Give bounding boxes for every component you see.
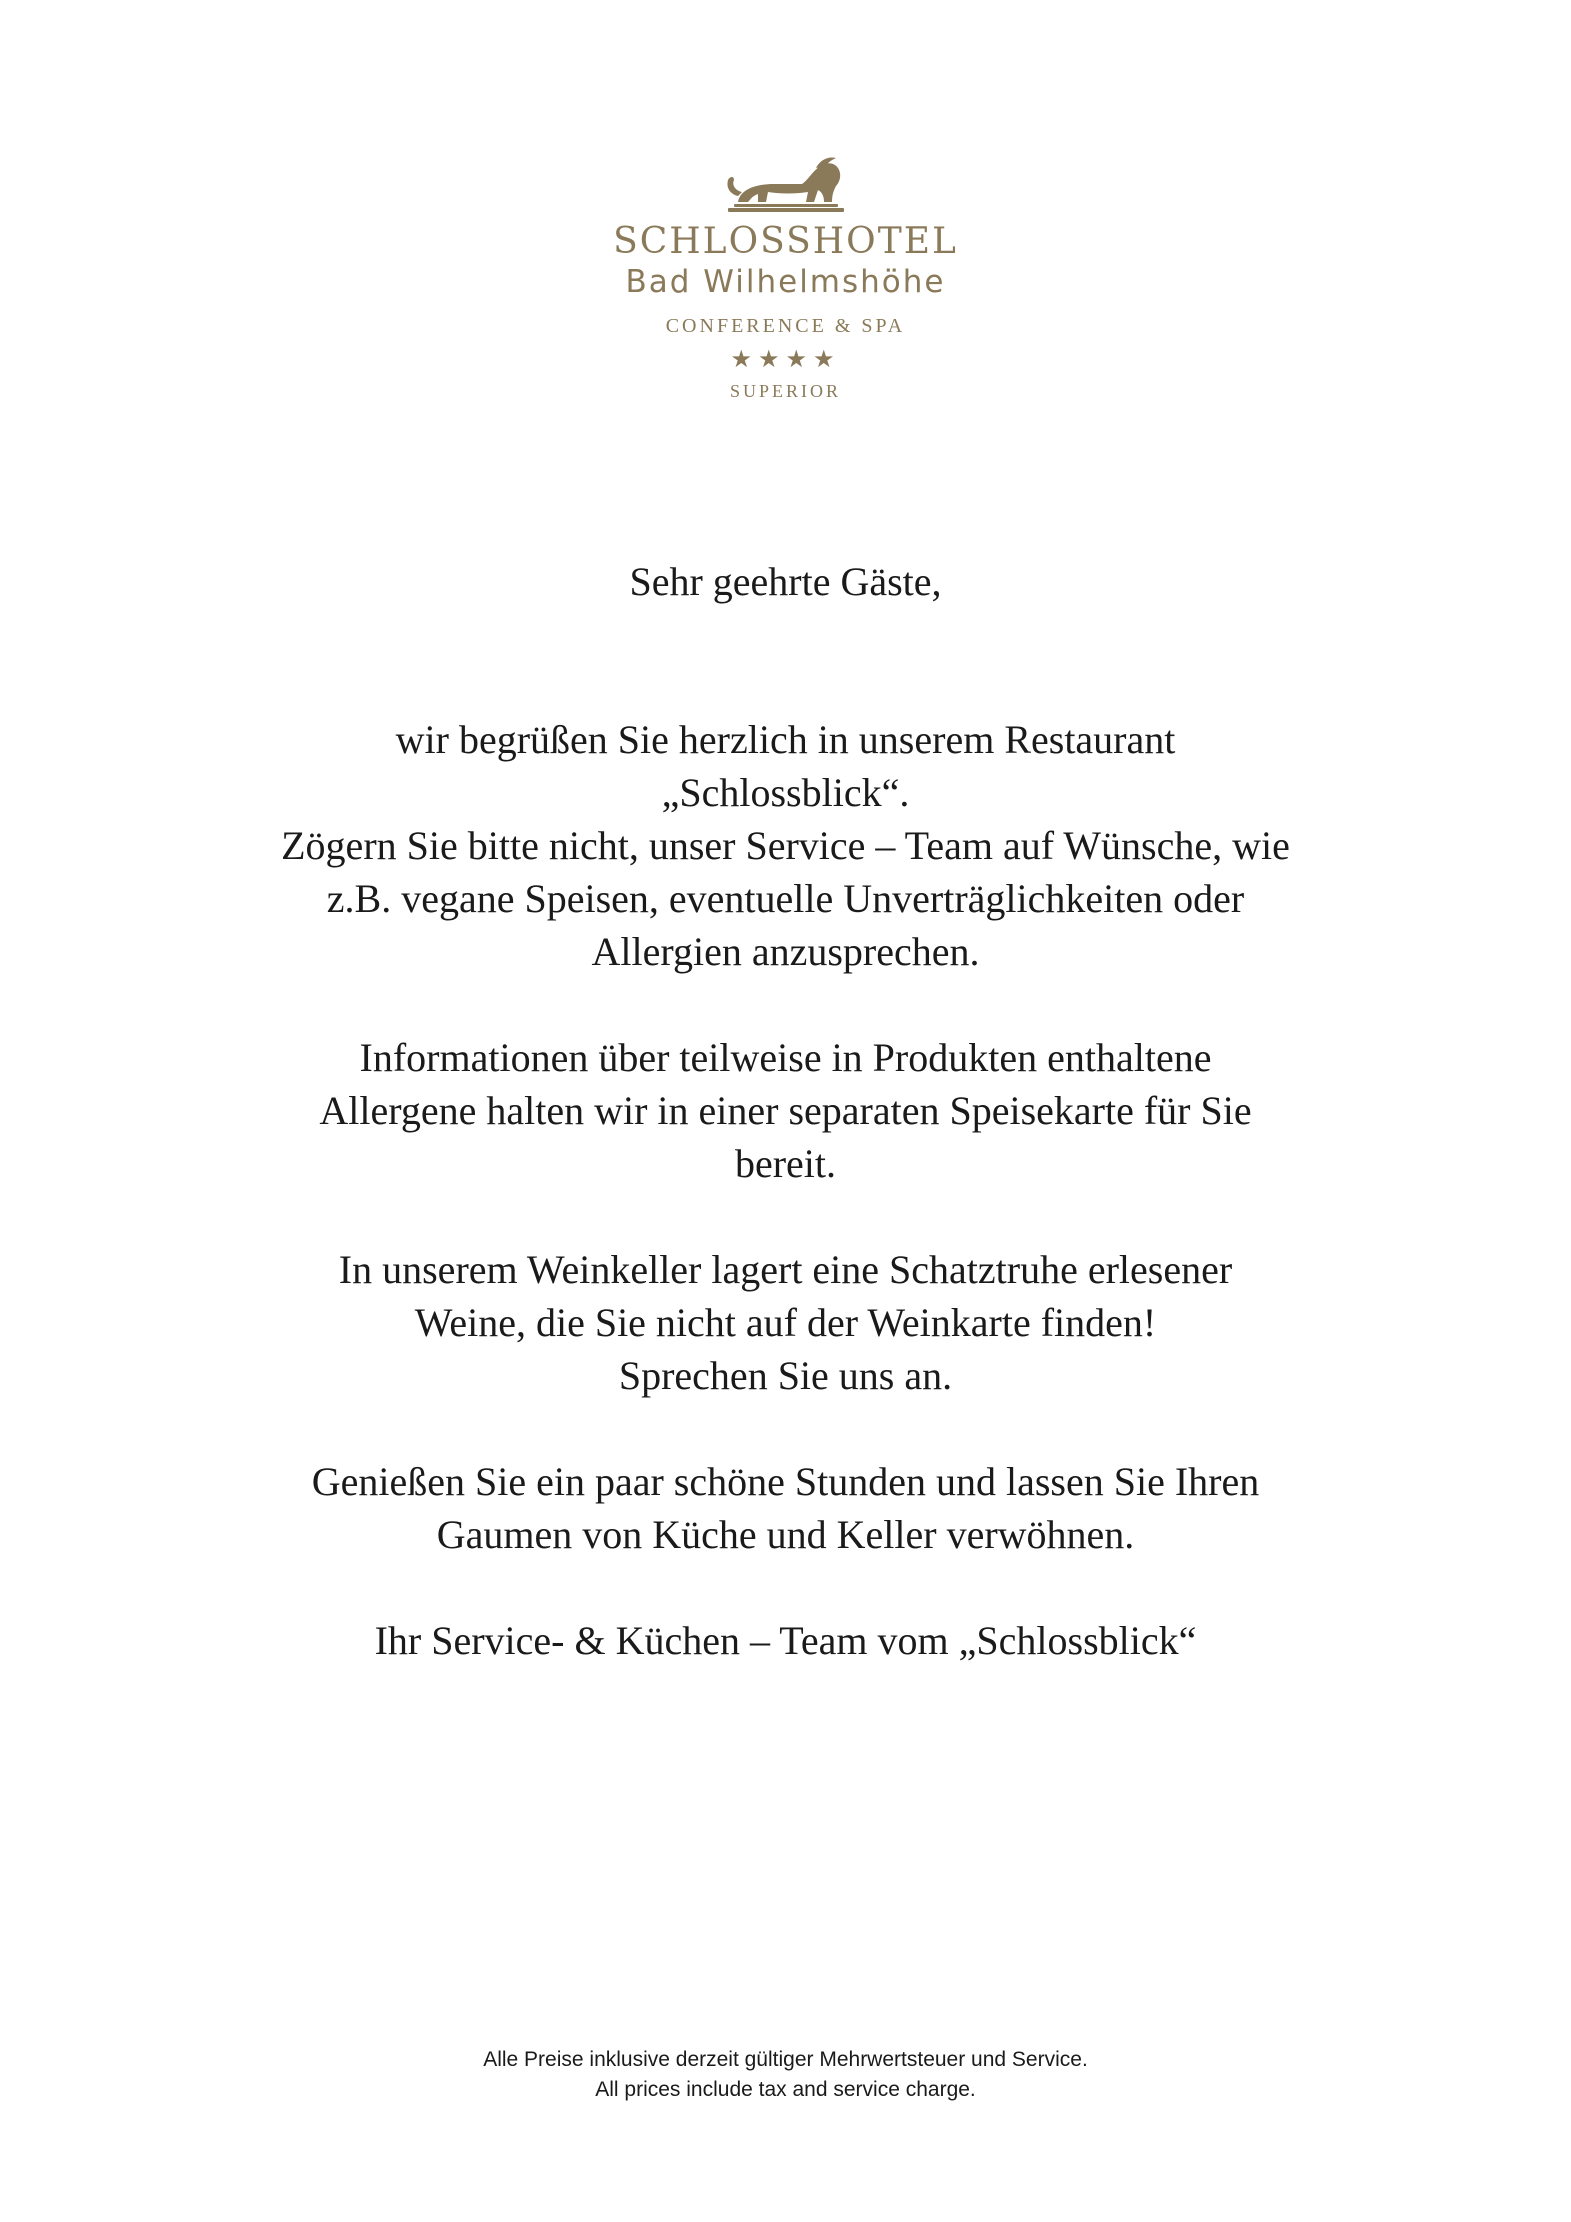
letter-line: Genießen Sie ein paar schöne Stunden und lassen Sie Ihren — [311, 1459, 1260, 1504]
hotel-tagline: CONFERENCE & SPA — [665, 315, 906, 337]
hotel-logo — [0, 150, 1571, 408]
lion-icon — [716, 150, 856, 220]
letter-line: In unserem Weinkeller lagert eine Schatztruhe erlesener — [338, 1247, 1233, 1292]
letter-line: Sprechen Sie uns an. — [618, 1353, 953, 1398]
welcome-letter — [0, 555, 1571, 1667]
letter-paragraph-wine — [0, 1243, 1571, 1402]
hotel-location: Bad Wilhelmshöhe — [625, 264, 946, 300]
letter-line: wir begrüßen Sie herzlich in unserem Restaurant — [395, 717, 1176, 762]
hotel-brand-name: SCHLOSSHOTEL — [613, 221, 958, 262]
letter-line: Allergien anzusprechen. — [591, 929, 980, 974]
letter-signature: Ihr Service- & Küchen – Team vom „Schlossblick“ — [374, 1618, 1197, 1663]
letter-line: z.B. vegane Speisen, eventuelle Unverträglichkeiten oder — [326, 876, 1245, 921]
letter-line: Informationen über teilweise in Produkten enthaltene — [359, 1035, 1212, 1080]
letter-paragraph-allergens — [0, 1031, 1571, 1190]
letter-salutation: Sehr geehrte Gäste, — [629, 559, 942, 604]
letter-line: bereit. — [734, 1141, 837, 1186]
letter-line: Weine, die Sie nicht auf der Weinkarte finden! — [414, 1300, 1157, 1345]
letter-paragraph-enjoy — [0, 1455, 1571, 1561]
footnote-german: Alle Preise inklusive derzeit gültiger Mehrwertsteuer und Service. — [483, 2048, 1088, 2071]
letter-paragraph-welcome — [0, 713, 1571, 978]
letter-line: „Schlossblick“. — [661, 770, 910, 815]
letter-line: Gaumen von Küche und Keller verwöhnen. — [436, 1512, 1135, 1557]
hotel-rating-label: SUPERIOR — [729, 381, 842, 401]
letter-line: Zögern Sie bitte nicht, unser Service – Team auf Wünsche, wie — [281, 823, 1290, 868]
letter-line: Allergene halten wir in einer separaten Speisekarte für Sie — [319, 1088, 1252, 1133]
price-footnote — [0, 2045, 1571, 2105]
star-rating-icon: ★★★★ — [730, 345, 841, 373]
footnote-english: All prices include tax and service charge. — [595, 2078, 976, 2101]
